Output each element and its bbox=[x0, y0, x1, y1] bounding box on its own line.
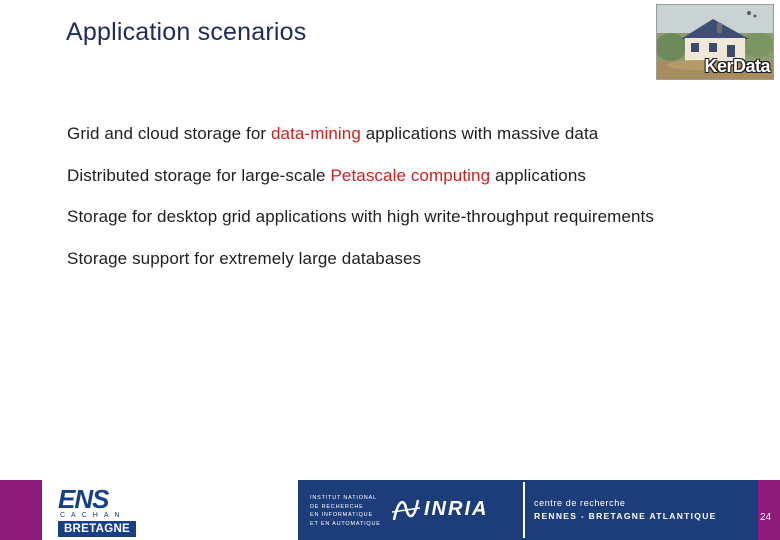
slide-title: Application scenarios bbox=[66, 18, 307, 46]
ens-region: BRETAGNE bbox=[58, 521, 136, 537]
bullet-highlight: data-mining bbox=[270, 124, 361, 143]
bullet-item bbox=[67, 249, 654, 291]
page-number: 24 bbox=[760, 512, 772, 523]
inria-signature-icon bbox=[390, 494, 422, 526]
bullet-item bbox=[67, 124, 654, 166]
kerdata-wordmark: KerData bbox=[704, 56, 770, 76]
kerdata-logo bbox=[656, 4, 774, 80]
ens-wordmark: ENS bbox=[58, 484, 109, 514]
bullet-list bbox=[67, 124, 654, 290]
inria-institute-line: EN INFORMATIQUE bbox=[310, 512, 373, 518]
inria-centre-text: centre de recherche bbox=[534, 498, 626, 508]
bullet-item bbox=[67, 166, 654, 208]
inria-institute-line: DE RECHERCHE bbox=[310, 503, 364, 510]
inria-wordmark: INRIA bbox=[424, 498, 489, 520]
ens-cachan-logo bbox=[58, 486, 140, 538]
bullet-text: Storage support for extremely large databases bbox=[67, 248, 422, 268]
bullet-text: Grid and cloud storage for bbox=[67, 124, 271, 143]
bullet-text-tail: applications bbox=[490, 165, 586, 185]
inria-logo bbox=[390, 494, 520, 526]
inria-institute-line: INSTITUT NATIONAL bbox=[310, 495, 377, 501]
bullet-item bbox=[67, 207, 654, 249]
inria-divider bbox=[523, 482, 525, 538]
bullet-text-tail: applications with massive data bbox=[360, 124, 599, 143]
ens-subtitle: CACHAN bbox=[60, 512, 126, 519]
footer-bar bbox=[0, 480, 780, 540]
bullet-highlight: Petascale computing bbox=[330, 165, 491, 185]
bullet-text: Storage for desktop grid applications with high write-throughput requirements bbox=[67, 207, 654, 226]
inria-location-text: RENNES - BRETAGNE ATLANTIQUE bbox=[534, 511, 717, 521]
inria-logo-block bbox=[298, 480, 758, 540]
inria-institute-line: ET EN AUTOMATIQUE bbox=[310, 520, 381, 527]
inria-institute-text bbox=[310, 494, 381, 528]
bullet-text: Distributed storage for large-scale bbox=[67, 165, 331, 185]
